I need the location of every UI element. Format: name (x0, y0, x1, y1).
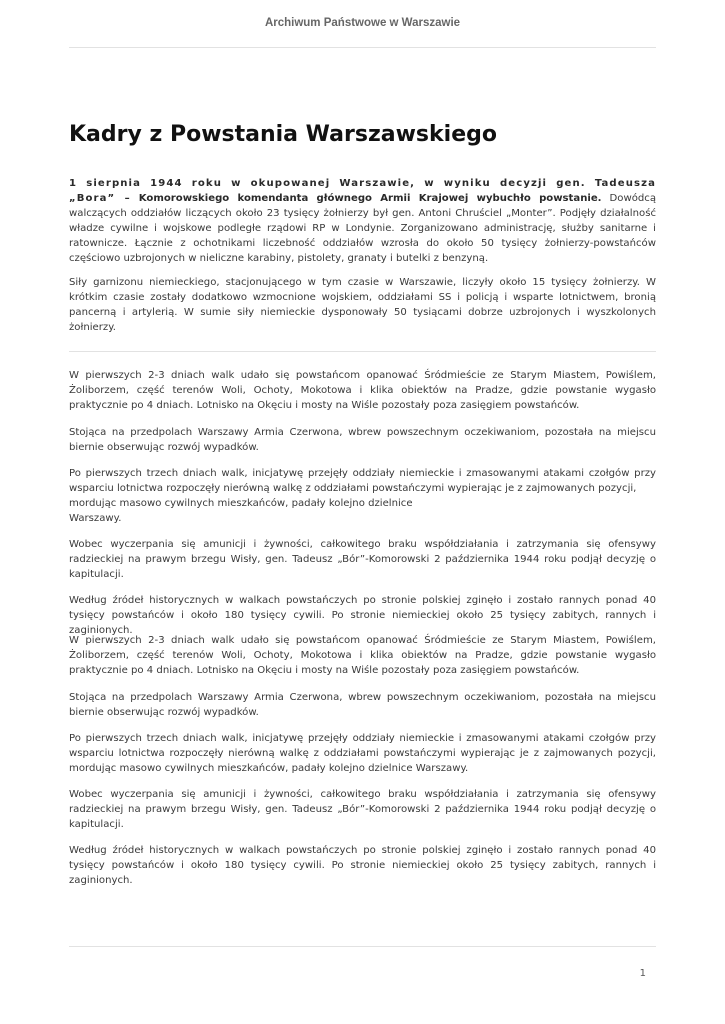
paragraph-red-army: Stojąca na przedpolach Warszawy Armia Czerwona, wbrew powszechnym oczekiwaniom, pozostała na miejscu biernie obserwując rozwój wypadków. (69, 427, 656, 454)
paragraph-first-days-repeat: W pierwszych 2-3 dniach walk udało się powstańcom opanować Śródmieście ze Starym Miastem, Powiślem, Żoliborzem, część terenów Woli, Ochoty, Mokotowa i klika obiektów na Pradze, gdzie powstanie wygasło praktycznie po 4 dniach. Lotnisko na Okęciu i mosty na Wiśle pozostały poza zasięgiem powstańców. (69, 635, 656, 677)
intro-rest: Dowódcą walczących oddziałów liczących około 23 tysięcy żołnierzy był gen. Antoni Chruściel „Monter”. Podjęły działalność władze cywilne i wojskowe podległe rządowi RP w Londynie. Zorganizowano administrację, służby sanitarne i ratownicze. Łącznie z ochotnikami liczebność oddziałów wzrosła do około 50 tysięcy żołnierzy-powstańców częściowo uzbrojonych w nieliczne karabiny, pistolety, granaty i butelki z benzyną. (69, 193, 657, 265)
paragraph-first-days: W pierwszych 2-3 dniach walk udało się powstańcom opanować Śródmieście ze Starym Miastem, Powiślem, Żoliborzem, część terenów Woli, Ochoty, Mokotowa i klika obiektów na Pradze, gdzie powstanie wygasło praktycznie po 4 dniach. Lotnisko na Okęciu i mosty na Wiśle pozostały poza zasięgiem powstańców. (69, 370, 656, 412)
offensive-text-a: Po pierwszych trzech dniach walk, inicjatywę przejęły oddziały niemieckie i zmasowanymi atakami czołgów przy wsparciu lotnictwa rozpoczęły nierówną walkę z oddziałami powstańczymi wypierając je z zajmowanych pozycji, (69, 468, 656, 495)
section-divider (69, 351, 656, 352)
footer-divider (69, 946, 656, 947)
page-number: 1 (639, 968, 646, 979)
paragraph-casualties-repeat: Według źródeł historycznych w walkach powstańczych po stronie polskiej zginęło i zostało rannych ponad 40 tysięcy powstańców i około 180 tysięcy cywili. Po stronie niemieckiej około 25 tysięcy zabitych, rannych i zaginionych. (69, 845, 656, 887)
offensive-text-b: mordując masowo cywilnych mieszkańców, padały kolejno dzielnice (69, 498, 413, 510)
paragraph-german-forces: Siły garnizonu niemieckiego, stacjonującego w tym czasie w Warszawie, liczyły około 15 tysięcy żołnierzy. W krótkim czasie zostały dodatkowo wzmocnione wojskiem, oddziałami SS i policją i wsparte lotnictwem, bronią pancerną i artylerią. W sumie siły niemieckie dysponowały 50 tysiącami dobrze uzbrojonych i wyszkolonych żołnierzy. (69, 277, 656, 334)
offensive-text-c: Warszawy. (69, 513, 122, 525)
paragraph-german-offensive (69, 466, 656, 526)
paragraph-german-offensive-repeat: Po pierwszych trzech dniach walk, inicjatywę przejęły oddziały niemieckie i zmasowanymi atakami czołgów przy wsparciu lotnictwa rozpoczęły nierówną walkę z oddziałami powstańczymi wypierając je z zajmowanych pozycji, mordując masowo cywilnych mieszkańców, padały kolejno dzielnice Warszawy. (69, 733, 656, 775)
paragraph-red-army-repeat: Stojąca na przedpolach Warszawy Armia Czerwona, wbrew powszechnym oczekiwaniom, pozostała na miejscu biernie obserwując rozwój wypadków. (69, 692, 656, 719)
page-header (69, 0, 656, 48)
paragraph-casualties: Według źródeł historycznych w walkach powstańczych po stronie polskiej zginęło i zostało rannych ponad 40 tysięcy powstańców i około 180 tysięcy cywili. Po stronie niemieckiej około 25 tysięcy zabitych, rannych i zaginionych. (69, 595, 656, 637)
document-title: Kadry z Powstania Warszawskiego (69, 122, 497, 147)
archive-name: Archiwum Państwowe w Warszawie (264, 17, 461, 29)
intro-lead-bold: Komorowskiego komendanta głównego Armii Krajowej wybuchło powstanie. (138, 193, 602, 205)
paragraph-capitulation: Wobec wyczerpania się amunicji i żywności, całkowitego braku współdziałania i zatrzymania się ofensywy radzieckiej na prawym brzegu Wisły, gen. Tadeusz „Bór”-Komorowski 2 października 1944 roku podjął decyzję o kapitulacji. (69, 539, 656, 581)
paragraph-capitulation-repeat: Wobec wyczerpania się amunicji i żywności, całkowitego braku współdziałania i zatrzymania się ofensywy radzieckiej na prawym brzegu Wisły, gen. Tadeusz „Bór”-Komorowski 2 października 1944 roku podjął decyzję o kapitulacji. (69, 789, 656, 831)
intro-paragraph (69, 176, 656, 267)
intro-lead-spaced: 1 sierpnia 1944 roku w okupowanej Warszawie, w wyniku decyzji gen. Tadeusza „Bora” – (69, 178, 656, 205)
